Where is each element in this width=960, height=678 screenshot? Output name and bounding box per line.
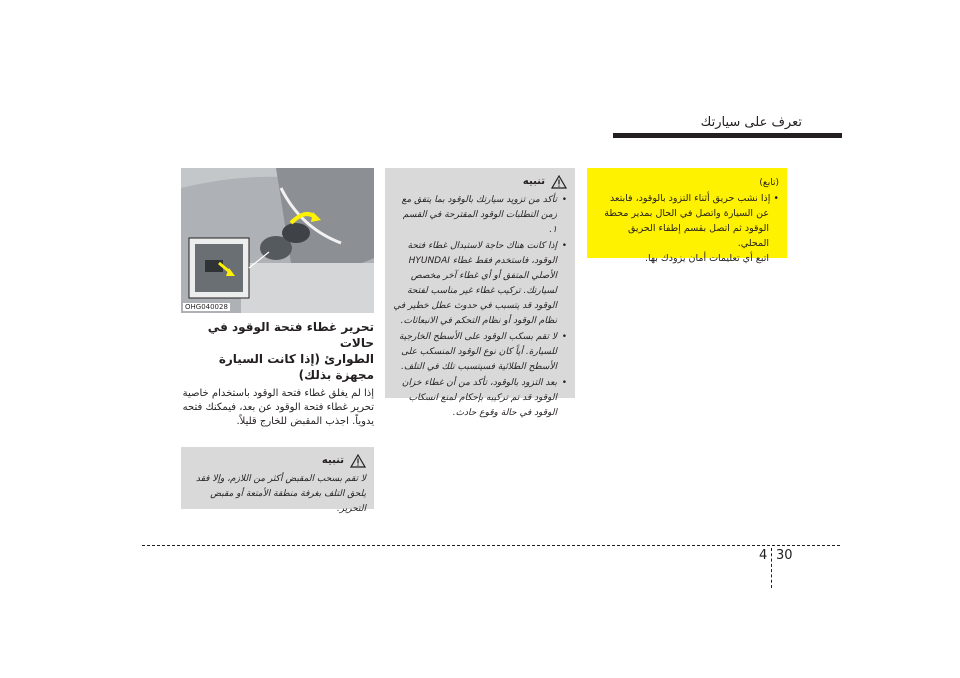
section-title-line: تحرير غطاء فتحة الوقود في حالات [207,320,374,350]
section-header-title: تعرف على سيارتك [700,115,802,130]
page-number: 30 [776,548,793,563]
page-separator [771,548,772,588]
emergency-release-column [181,168,374,514]
trunk-illustration [181,168,374,313]
caution-title: تنبيه [321,455,344,466]
caution-item: • لا تقم بسكب الوقود على الأسطح الخارجية للسيارة. أياً كان نوع الوقود المنسكب على الأسطح الطلائية فسيتسبب تلك في التلف. [398,332,567,372]
note-line: عن السيارة واتصل في الحال بمدير محطة [604,208,769,219]
warning-triangle-icon [350,454,366,468]
note-line: • إذا نشب حريق أثناء التزود بالوقود، فابتعد [610,193,779,204]
section-body: إذا لم يغلق غطاء فتحة الوقود باستخدام خاصية تحرير غطاء فتحة الوقود عن بعد، فيمكنك فتحه يدوياً. اجذب المقبض للخارج قليلاً. [182,388,374,427]
header-rule [613,133,842,138]
figure-code: OHG040028 [185,303,228,311]
note-box [587,168,787,264]
note-label: (تابع) [759,178,779,188]
caution-item: • بعد التزود بالوقود، تأكد من أن غطاء خزان الوقود قد تم تركيبه بإحكام لمنع انسكاب الوقود في حالة وقوع حادث. [401,378,567,418]
caution-item: • إذا كانت هناك حاجة لاستبدال غطاء فتحة الوقود، فاستخدم فقط غطاء HYUNDAI الأصلي المتفق أو أي غطاء آخر مخصص لسيارتك. تركيب غطاء غير مناسب لفتحة الوقود قد يتسبب في حدوث عطل خطير في نظام الوقود أو نظام التحكم في الانبعاثات. [393,241,567,326]
caution-box-small [181,447,374,514]
caution-item-text: بعد التزود بالوقود، تأكد من أن غطاء خزان الوقود قد تم تركيبه بإحكام لمنع انسكاب الوقود في حالة وقوع حادث. [401,378,557,418]
note-line-text: إذا نشب حريق أثناء التزود بالوقود، فابتعد [610,193,771,204]
note-line: اتبع أي تعليمات أمان يزودك بها. [644,253,769,264]
caution-item-text: إذا كانت هناك حاجة لاستبدال غطاء فتحة الوقود، فاستخدم فقط غطاء HYUNDAI الأصلي المتفق أو أي غطاء آخر مخصص لسيارتك. تركيب غطاء غير مناسب لفتحة الوقود قد يتسبب في حدوث عطل خطير في نظام الوقود أو نظام التحكم في الانبعاثات. [393,241,557,326]
caution-header [189,453,366,468]
caution-box [385,168,575,418]
section-title [181,319,374,383]
caution-item-text: لا تقم بسكب الوقود على الأسطح الخارجية للسيارة. أياً كان نوع الوقود المنسكب على الأسطح الطلائية فسيتسبب تلك في التلف. [398,332,557,372]
section-title-line: الطوارئ (إذا كانت السيارة مجهزة بذلك) [218,352,374,382]
trunk-release-figure [181,168,374,313]
caution-item-text: تأكد من تزويد سيارتك بالوقود بما يتفق مع زمن التطلبات الوقود المقترحة في القسم ١. [401,195,557,235]
caution-column [385,168,575,418]
note-line: الوقود ثم اتصل بقسم إطفاء الحريق المحلي. [628,223,769,249]
footer-rule [142,545,840,546]
caution-header [393,174,567,189]
note-column [587,168,787,264]
caution-text: لا تقم بسحب المقبض أكثر من اللازم، وإلا فقد يلحق التلف بغرفة منطقة الأمتعة أو مقبض التحرير. [195,474,366,514]
caution-title: تنبيه [522,176,545,187]
caution-item: • تأكد من تزويد سيارتك بالوقود بما يتفق مع زمن التطلبات الوقود المقترحة في القسم ١. [401,195,567,235]
warning-triangle-icon [551,175,567,189]
chapter-number: 4 [759,548,768,563]
